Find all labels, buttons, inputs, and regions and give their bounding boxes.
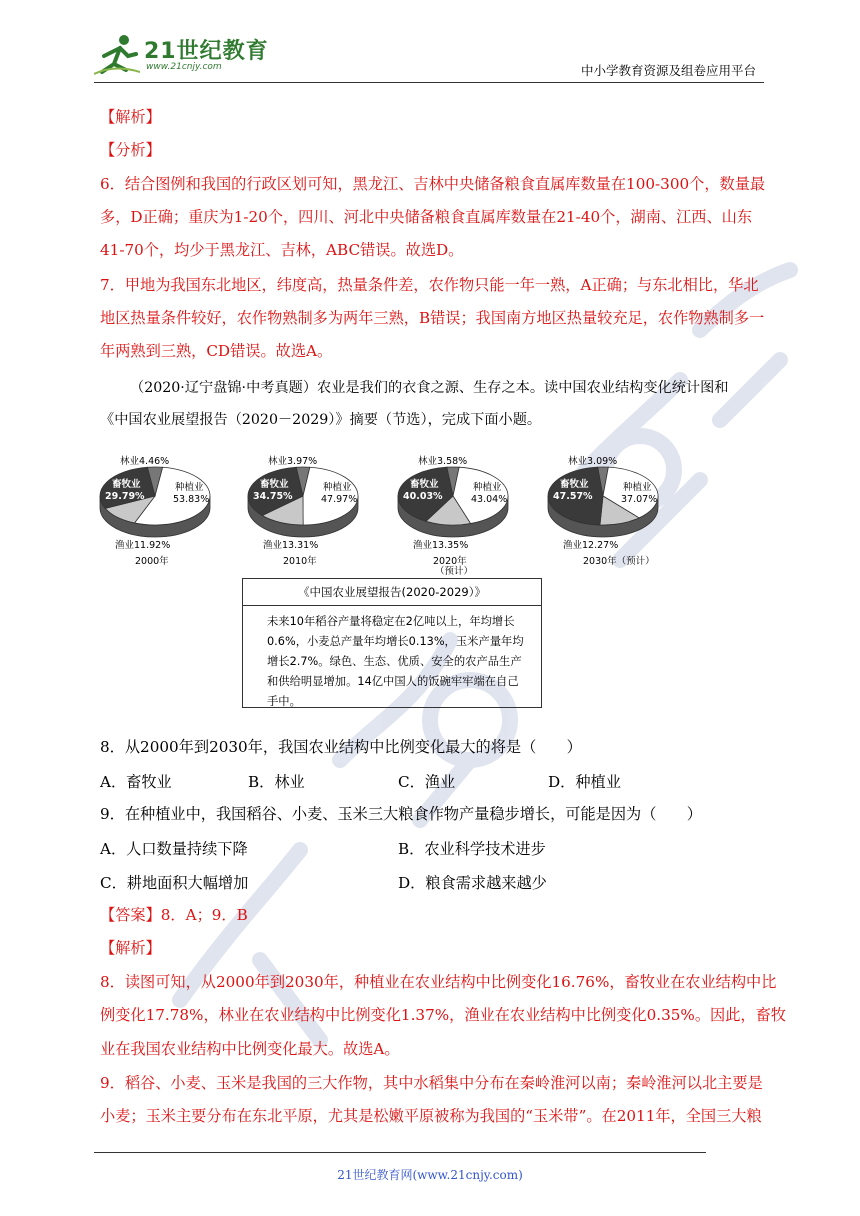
q8-option-d[interactable]: D．种植业 [548,773,621,791]
analysis-tag: 【解析】 [100,108,161,126]
q7-line-1: 7．甲地为我国东北地区，纬度高，热量条件差，农作物只能一年一熟，A正确；与东北相比，华北 [100,276,759,294]
q8-option-c[interactable]: C．渔业 [398,773,456,791]
label-crop-value: 37.07% [621,494,658,505]
q9-option-c[interactable]: C．耕地面积大幅增加 [100,874,249,892]
report-body: 未来10年稻谷产量将稳定在2亿吨以上，年均增长0.6%，小麦总产量年均增长0.13%，玉米产量年均增长2.7%。绿色、生态、优质、安全的农产品生产和供给明显增加。14亿中国人的饭碗牢牢端在自己手中。 [267,615,524,708]
q9-stem: 9．在种植业中，我国稻谷、小麦、玉米三大粮食作物产量稳步增长，可能是因为（ ） [100,805,702,823]
a8-line-3: 业在我国农业结构中比例变化最大。故选A。 [100,1040,400,1058]
pie-3 [398,455,508,575]
label-livestock-name: 畜牧业 [410,479,439,490]
pie-4 [548,455,658,567]
a8-line-1: 8．读图可知，从2000年到2030年，种植业在农业结构中比例变化16.76%，畜牧业在农业结构中比 [100,973,777,991]
jiexi-tag: 【解析】 [100,939,161,957]
label-crop-value: 53.83% [173,494,210,505]
intro-line-1: （2020·辽宁盘锦·中考真题）农业是我们的衣食之源、生存之本。读中国农业结构变化统计图和 [130,380,729,396]
label-livestock-value: 47.57% [553,491,593,502]
a9-line-1: 9．稻谷、小麦、玉米是我国的三大作物，其中水稻集中分布在秦岭淮河以南；秦岭淮河以北主要是 [100,1074,763,1092]
label-year: 2000年 [135,556,169,567]
label-livestock-value: 34.75% [253,491,293,502]
label-crop-name: 种植业 [473,482,502,493]
pie-1 [100,455,210,567]
label-year: 2010年 [283,556,317,567]
label-crop-name: 种植业 [323,482,352,493]
label-crop-name: 种植业 [175,482,204,493]
label-livestock-name: 畜牧业 [560,479,589,490]
label-forestry: 林业3.97% [268,456,318,467]
footer-link[interactable]: 21世纪教育网(www.21cnjy.com) [337,1168,523,1182]
platform-name: 中小学教育资源及组卷应用平台 [580,63,756,78]
answer-line: 【答案】8．A；9．B [100,906,248,924]
label-fishery: 渔业13.35% [413,540,469,551]
q7-line-3: 年两熟到三熟，CD错误。故选A。 [100,342,333,360]
label-livestock-value: 40.03% [403,491,443,502]
runner-logo-icon [94,34,140,76]
footer-divider [94,1152,706,1153]
label-crop-value: 43.04% [471,494,508,505]
q9-option-b[interactable]: B．农业科学技术进步 [398,840,546,858]
label-fishery: 渔业13.31% [263,540,319,551]
q9-option-d[interactable]: D．粮食需求越来越少 [398,874,547,892]
fenxi-tag: 【分析】 [100,141,161,159]
label-year: 2020年 [433,556,467,567]
q8-stem: 8．从2000年到2030年，我国农业结构中比例变化最大的将是（ ） [100,738,582,756]
label-crop-value: 47.97% [321,494,358,505]
label-forestry: 林业4.46% [120,456,170,467]
pie-2 [248,455,358,567]
q7-line-2: 地区热量条件较好，农作物熟制多为两年三熟，B错误；我国南方地区热量较充足，农作物熟制多一 [100,309,765,327]
label-year-note: （预计） [435,566,474,575]
q8-option-b[interactable]: B．林业 [248,773,305,791]
q8-option-a[interactable]: A．畜牧业 [100,773,172,791]
label-forestry: 林业3.09% [568,456,618,467]
label-year: 2030年（预计） [583,556,655,567]
label-crop-name: 种植业 [623,482,652,493]
label-livestock-name: 畜牧业 [260,479,289,490]
page-header [94,28,764,83]
label-fishery: 渔业11.92% [115,540,171,551]
label-forestry: 林业3.58% [418,456,468,467]
label-fishery: 渔业12.27% [563,540,619,551]
label-livestock-name: 畜牧业 [112,479,141,490]
logo-url: www.21cnjy.com [146,62,222,72]
logo-text: 21世纪教育 [144,39,269,64]
report-excerpt-box [242,578,542,708]
report-title: 《中国农业展望报告(2020-2029）》 [243,579,541,606]
q6-line-1: 6．结合图例和我国的行政区划可知，黑龙江、吉林中央储备粮食直属库数量在100-300个，数量最 [100,175,766,193]
q6-line-3: 41-70个，均少于黑龙江、吉林，ABC错误。故选D。 [100,241,464,259]
q9-option-a[interactable]: A．人口数量持续下降 [100,840,248,858]
a9-line-2: 小麦；玉米主要分布在东北平原，尤其是松嫩平原被称为我国的“玉米带”。在2011年，全国三大粮 [100,1107,762,1125]
agriculture-structure-pie-charts [98,450,718,575]
intro-line-2: 《中国农业展望报告（2020－2029）》摘要（节选），完成下面小题。 [100,412,542,428]
q6-line-2: 多，D正确；重庆为1-20个，四川、河北中央储备粮食直属库数量在21-40个，湖南、江西、山东 [100,208,753,226]
label-livestock-value: 29.79% [105,491,145,502]
a8-line-2: 例变化17.78%，林业在农业结构中比例变化1.37%，渔业在农业结构中比例变化0.35%。因此，畜牧 [100,1006,786,1024]
